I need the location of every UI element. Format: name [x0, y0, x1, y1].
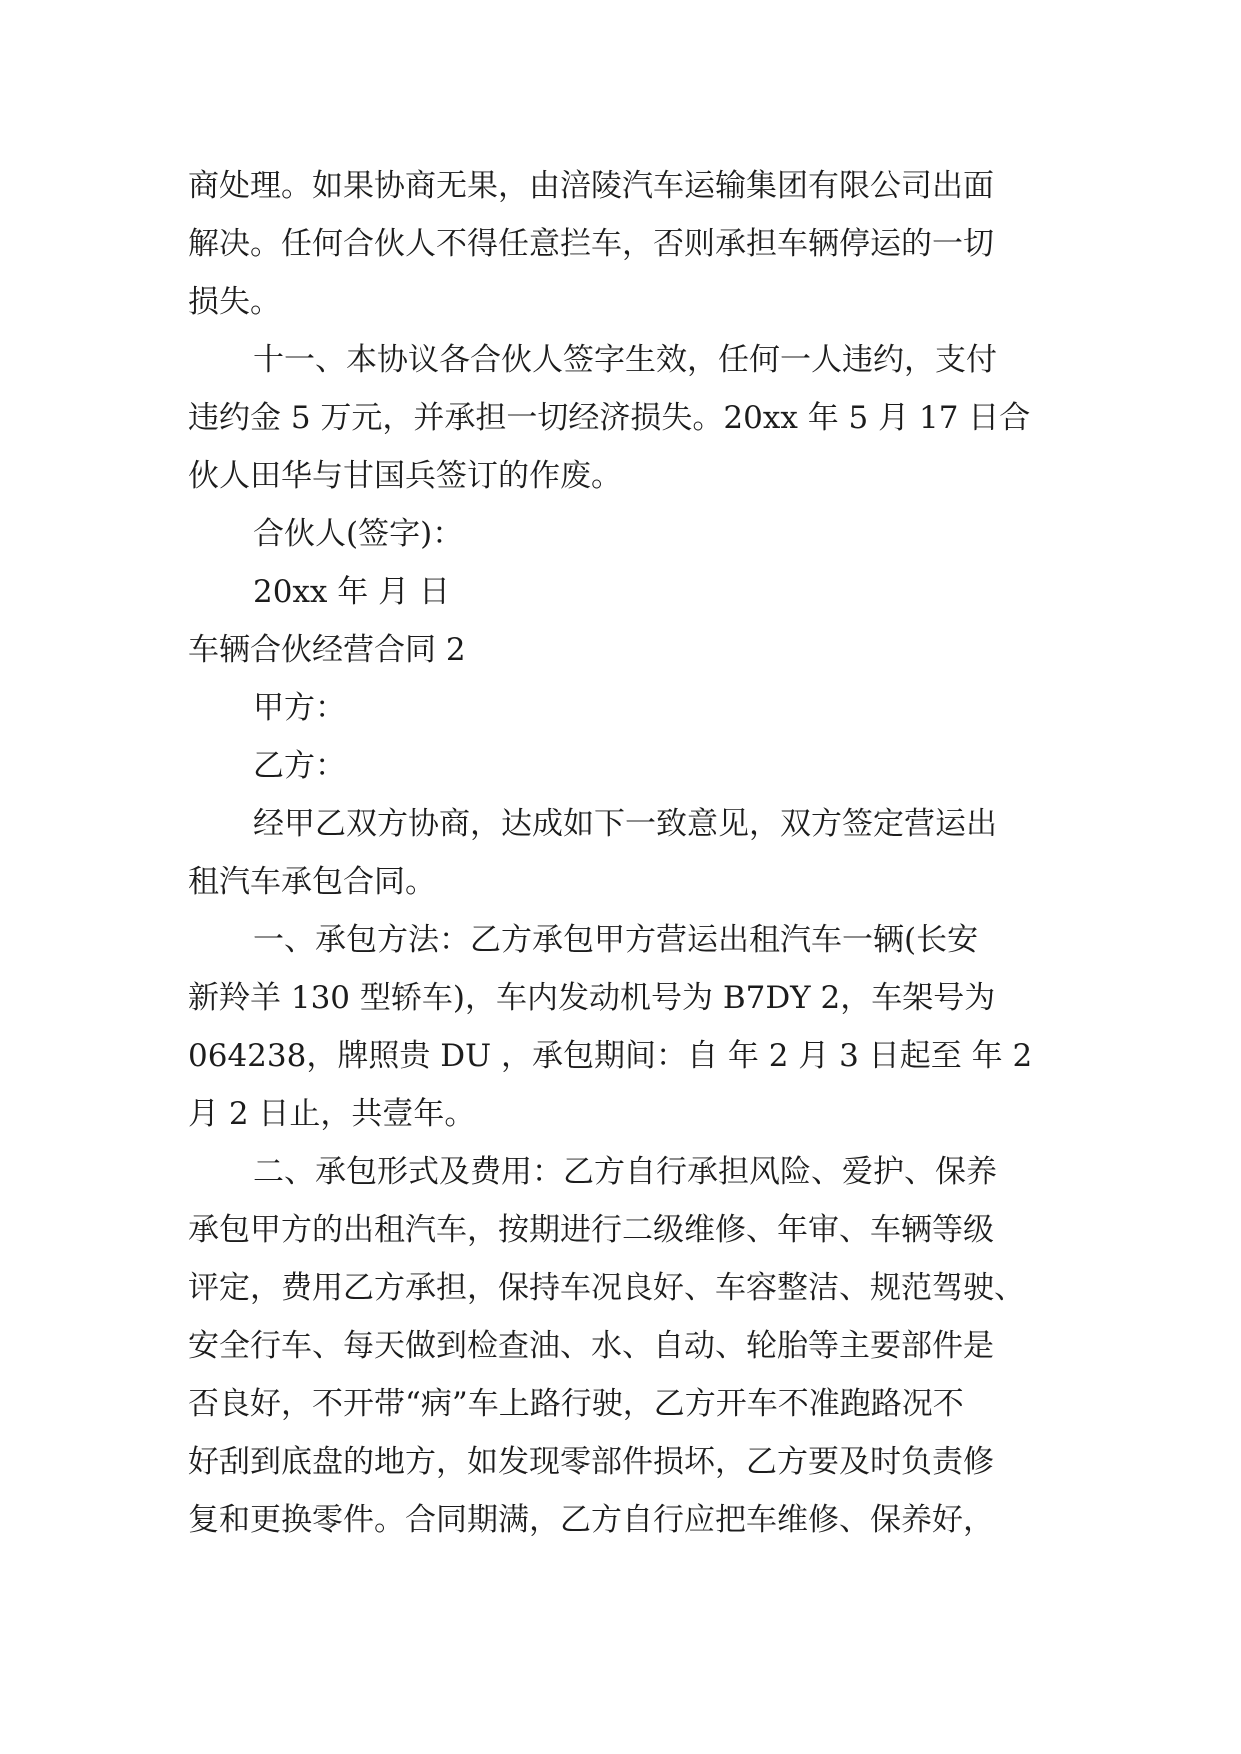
body-text-line: 损失。	[188, 284, 281, 320]
party-b-label: 乙方：	[253, 748, 346, 784]
clause-11-start: 十一、本协议各合伙人签字生效，任何一人违约，支付	[253, 342, 997, 378]
party-a-label: 甲方：	[253, 690, 346, 726]
body-text-line: 新羚羊 130 型轿车)，车内发动机号为 B7DY 2，车架号为	[188, 980, 996, 1016]
body-text-line: 月 2 日止，共壹年。	[188, 1096, 476, 1132]
preamble-start: 经甲乙双方协商，达成如下一致意见，双方签定营运出	[253, 806, 997, 842]
body-text-line: 否良好，不开带“病”车上路行驶，乙方开车不准跑路况不	[188, 1386, 964, 1422]
clause-1-start: 一、承包方法：乙方承包甲方营运出租汽车一辆(长安	[253, 922, 979, 958]
contract-title: 车辆合伙经营合同 2	[188, 632, 466, 668]
signature-date: 20xx 年 月 日	[253, 574, 450, 610]
body-text-line: 好刮到底盘的地方，如发现零部件损坏，乙方要及时负责修	[188, 1444, 994, 1480]
body-text-line: 违约金 5 万元，并承担一切经济损失。20xx 年 5 月 17 日合	[188, 400, 1031, 436]
body-text-line: 解决。任何合伙人不得任意拦车，否则承担车辆停运的一切	[188, 226, 994, 262]
body-text-line: 复和更换零件。合同期满，乙方自行应把车维修、保养好，	[188, 1502, 994, 1538]
body-text-line: 租汽车承包合同。	[188, 864, 436, 900]
body-text-line: 评定，费用乙方承担，保持车况良好、车容整洁、规范驾驶、	[188, 1270, 1025, 1306]
signature-label: 合伙人(签字)：	[253, 516, 464, 552]
body-text-line: 伙人田华与甘国兵签订的作废。	[188, 458, 622, 494]
body-text-line: 064238，牌照贵 DU ，承包期间：自 年 2 月 3 日起至 年 2	[188, 1038, 1033, 1074]
body-text-line: 商处理。如果协商无果，由涪陵汽车运输集团有限公司出面	[188, 168, 994, 204]
body-text-line: 承包甲方的出租汽车，按期进行二级维修、年审、车辆等级	[188, 1212, 994, 1248]
body-text-line: 安全行车、每天做到检查油、水、自动、轮胎等主要部件是	[188, 1328, 994, 1364]
clause-2-start: 二、承包形式及费用：乙方自行承担风险、爱护、保养	[253, 1154, 997, 1190]
